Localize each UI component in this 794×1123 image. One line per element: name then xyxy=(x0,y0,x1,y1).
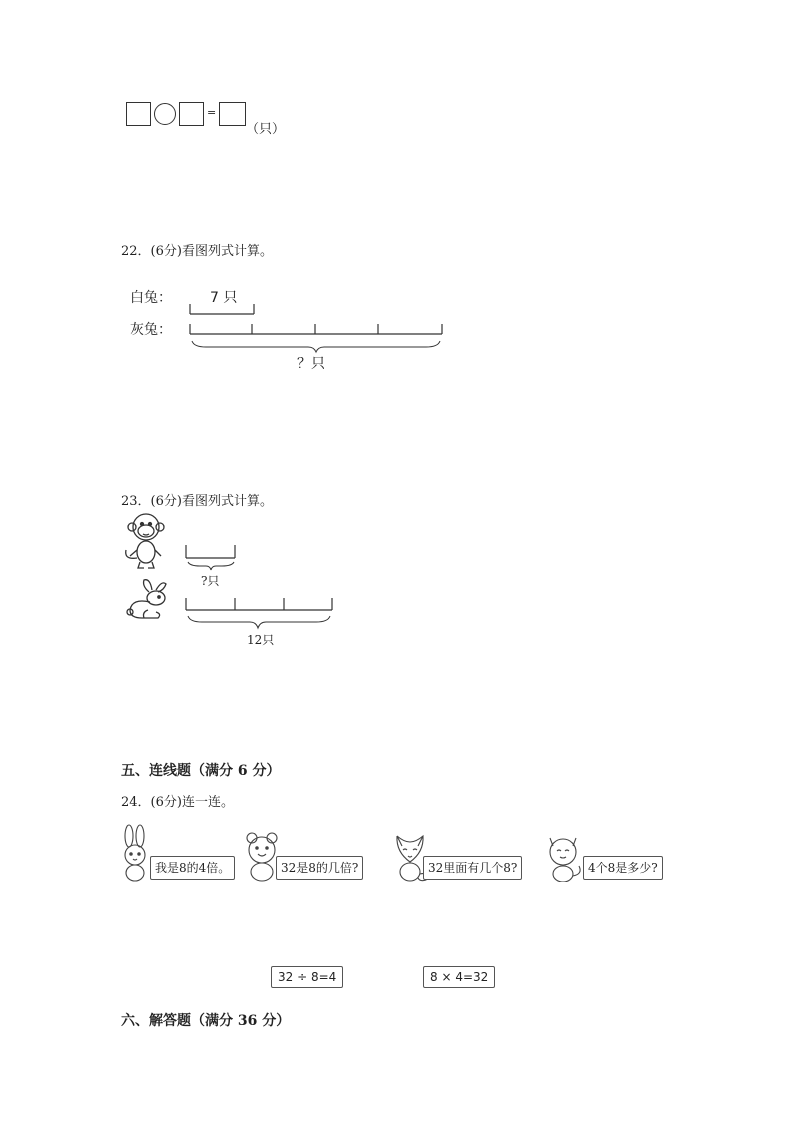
q23-line-diagram xyxy=(180,540,340,635)
operator-circle[interactable] xyxy=(154,103,176,125)
section-5-title: 五、连线题（满分 6 分） xyxy=(121,763,281,779)
bubble-bear-icon xyxy=(244,830,280,882)
answer-box-1[interactable] xyxy=(126,102,151,126)
bubble-cat-icon xyxy=(545,832,583,882)
speech-bubble-2[interactable]: 32是8的几倍? xyxy=(276,856,363,880)
answer-option-2[interactable]: 8 × 4=32 xyxy=(423,966,495,988)
speech-bubble-4[interactable]: 4个8是多少? xyxy=(583,856,663,880)
q22-line-diagram xyxy=(180,298,450,358)
q23-bottom-value: 12只 xyxy=(247,633,275,647)
q22-grey-rabbit-label: 灰兔： xyxy=(130,322,172,338)
answer-box-3[interactable] xyxy=(219,102,246,126)
monkey-icon xyxy=(118,510,170,572)
rabbit-icon xyxy=(122,576,172,622)
q22-bottom-value: ？只 xyxy=(297,356,325,372)
q24-title: 24．(6分)连一连。 xyxy=(121,795,234,810)
q22-title: 22．(6分)看图列式计算。 xyxy=(121,244,273,259)
q23-title: 23．(6分)看图列式计算。 xyxy=(121,494,273,509)
answer-box-2[interactable] xyxy=(179,102,204,126)
q22-white-rabbit-label: 白兔： xyxy=(130,290,172,306)
unit-label: （只） xyxy=(246,122,286,137)
q22-top-value: 7 只 xyxy=(210,290,238,306)
speech-bubble-1[interactable]: 我是8的4倍。 xyxy=(150,856,235,880)
speech-bubble-3[interactable]: 32里面有几个8? xyxy=(423,856,522,880)
section-6-title: 六、解答题（满分 36 分） xyxy=(121,1013,291,1029)
q23-top-value: ?只 xyxy=(201,574,220,588)
bubble-rabbit-icon xyxy=(118,824,152,882)
equals-sign: = xyxy=(207,106,217,119)
answer-option-1[interactable]: 32 ÷ 8=4 xyxy=(271,966,343,988)
